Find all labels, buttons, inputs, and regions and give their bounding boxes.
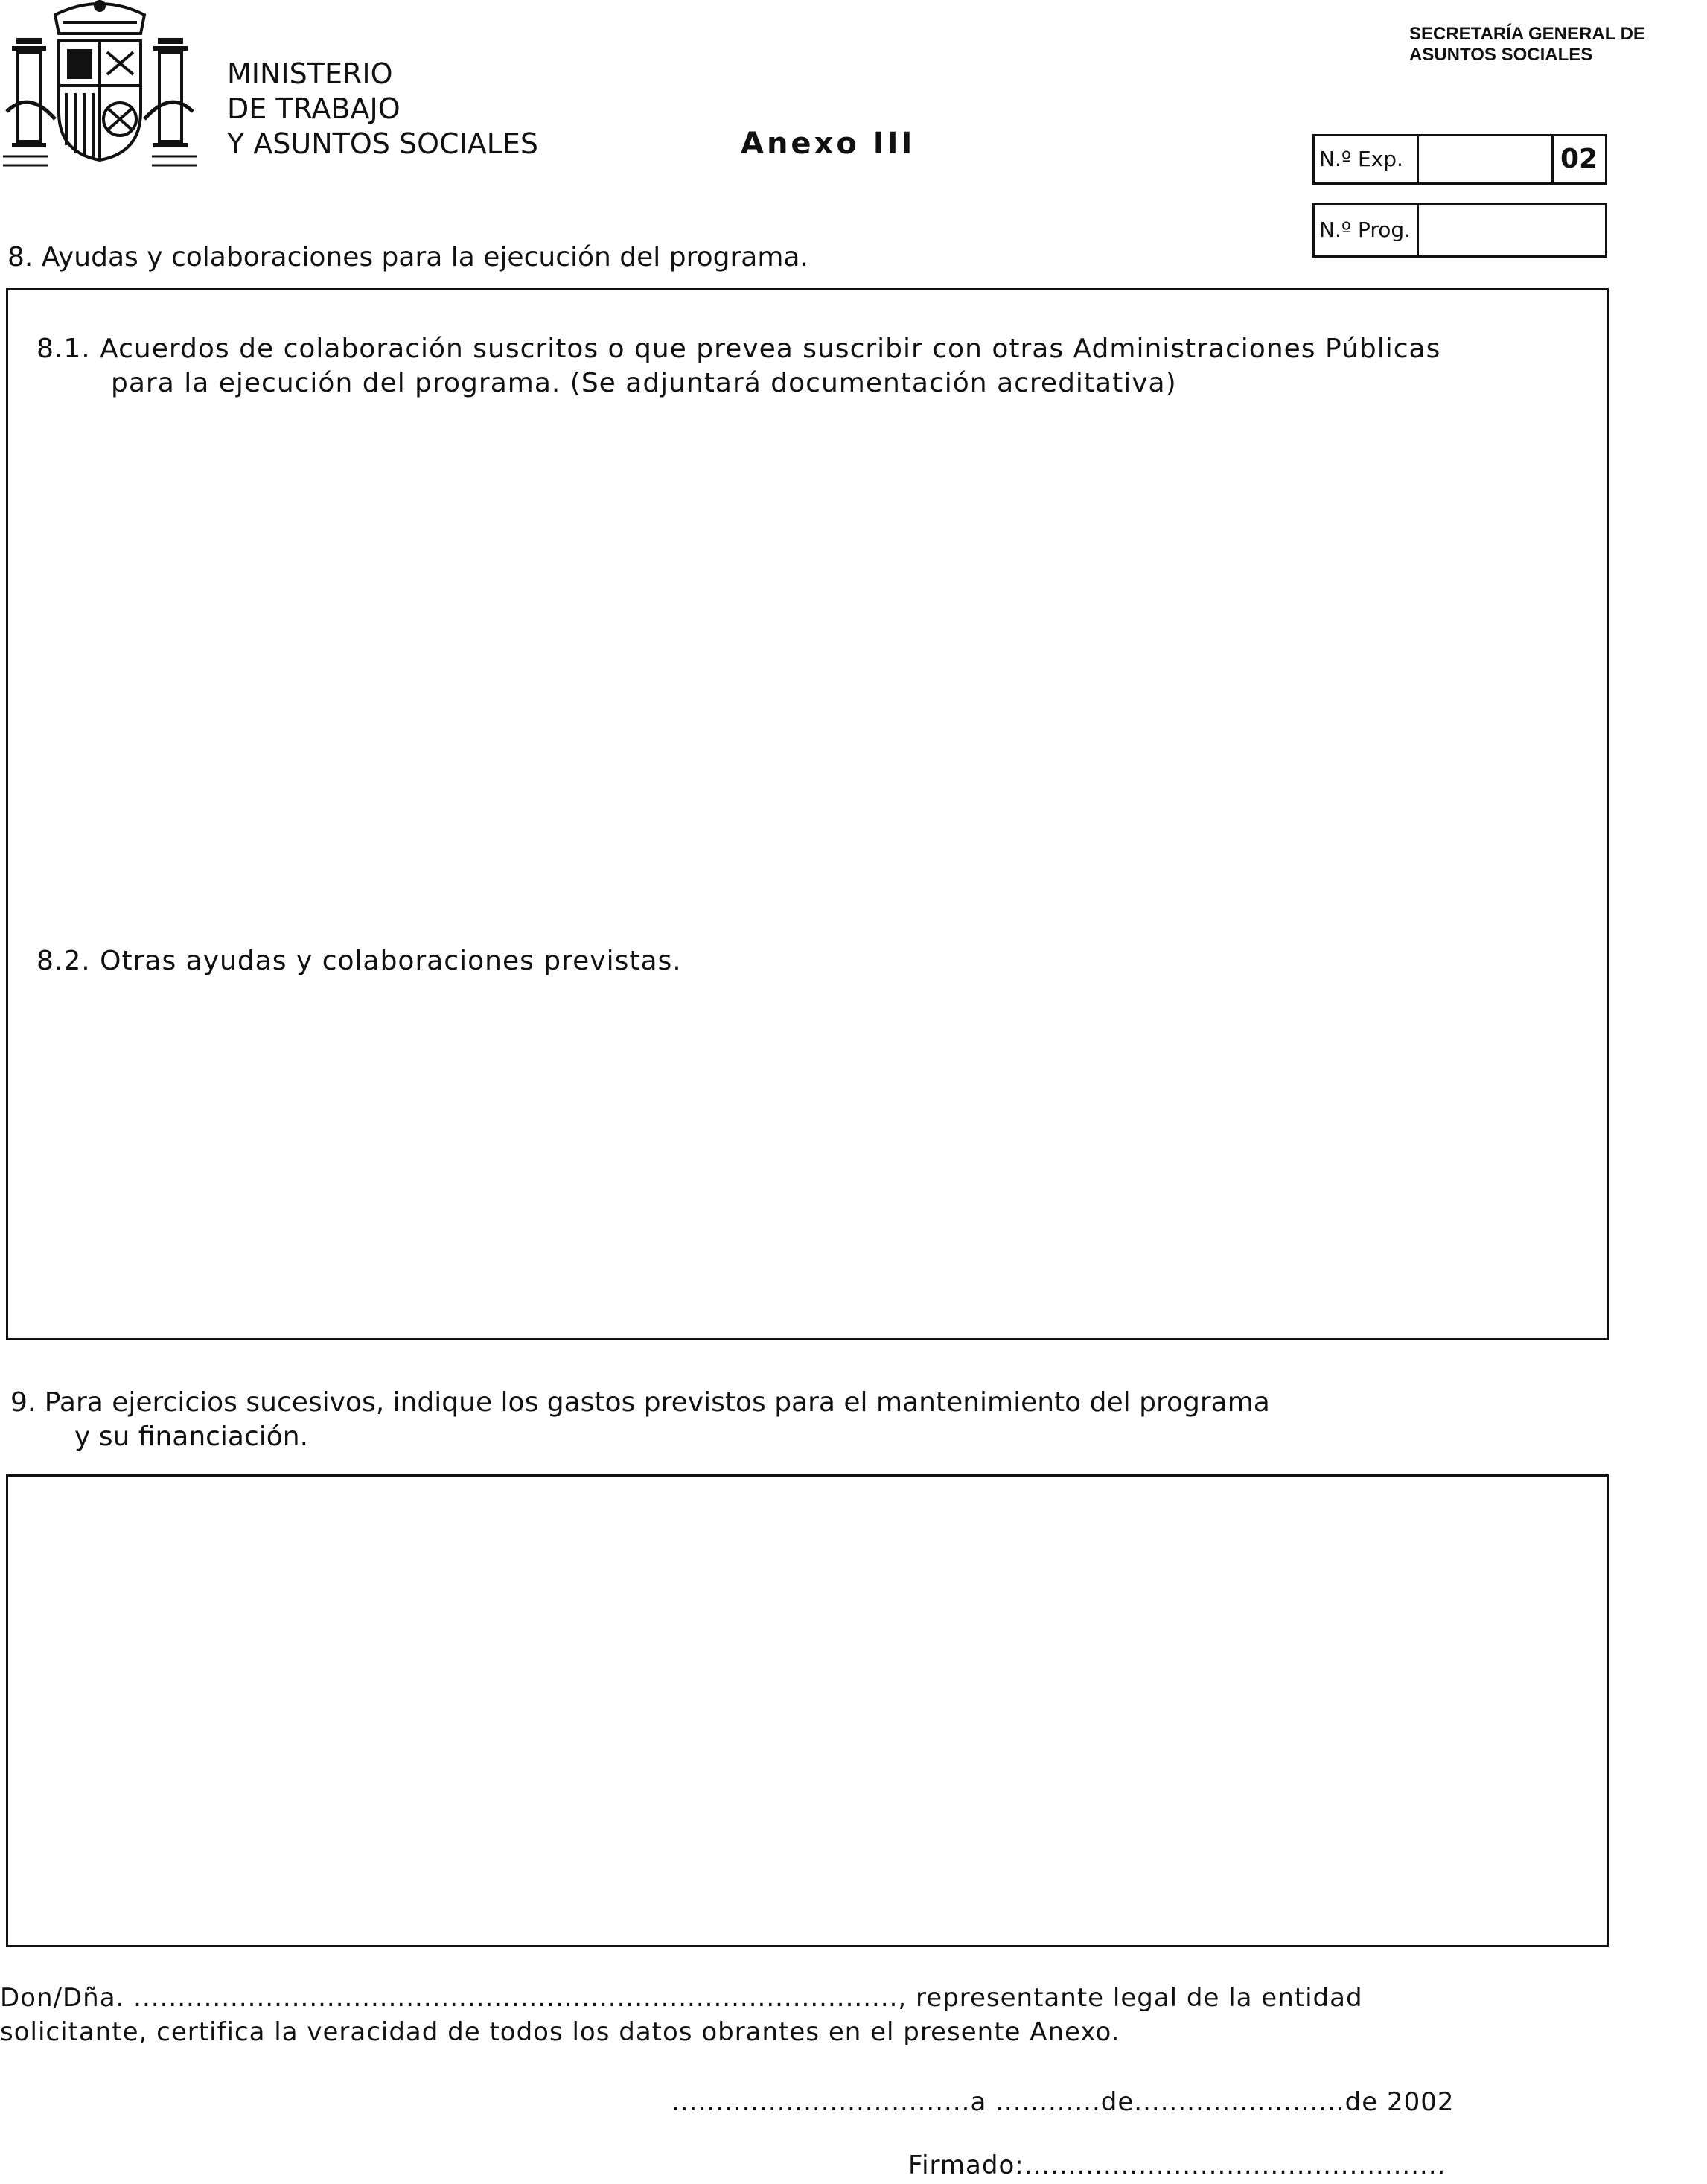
prog-input[interactable] (1420, 205, 1605, 255)
exp-input[interactable] (1420, 136, 1551, 182)
secretaria-name (1409, 24, 1645, 66)
item-8-2-label: 8.2. Otras ayudas y colaboraciones previstas. (36, 946, 682, 976)
ministry-name (227, 57, 538, 162)
exp-field (1312, 134, 1607, 185)
ministry-line-1: MINISTERIO (227, 57, 393, 90)
coat-of-arms-icon (3, 0, 197, 171)
section-9-title-line-1: 9. Para ejercicios sucesivos, indique los gastos previstos para el mantenimiento del programa (10, 1387, 1270, 1418)
ministry-line-3: Y ASUNTOS SOCIALES (227, 127, 539, 160)
exp-code-divider (1551, 136, 1554, 182)
ministry-line-2: DE TRABAJO (227, 92, 401, 125)
section-8-box (6, 288, 1609, 1340)
item-8-1-line-2: para la ejecución del programa. (Se adjuntará documentación acreditativa) (111, 368, 1177, 398)
certification-line-2: solicitante, certifica la veracidad de todos los datos obrantes en el presente Anexo. (0, 2017, 1120, 2047)
section-9-title-line-2: y su financiación. (74, 1421, 309, 1452)
prog-label: N.º Prog. (1319, 217, 1411, 242)
date-line[interactable]: ..................................a ............de........................de 2002 (671, 2087, 1455, 2117)
prog-divider (1417, 205, 1419, 255)
item-8-2-answer-area[interactable] (23, 990, 1586, 1318)
certification-line-1: Don/Dña. ......................................................................................., representante legal de la entidad (0, 1983, 1363, 2013)
section-8-title: 8. Ayudas y colaboraciones para la ejecución del programa. (7, 242, 808, 273)
exp-label: N.º Exp. (1319, 147, 1403, 171)
prog-field (1312, 203, 1607, 258)
exp-divider (1417, 136, 1419, 182)
section-9-answer-area[interactable] (6, 1474, 1609, 1947)
secretaria-line-1: SECRETARÍA GENERAL DE (1409, 24, 1645, 44)
secretaria-line-2: ASUNTOS SOCIALES (1409, 45, 1593, 65)
exp-code: 02 (1560, 144, 1598, 174)
annex-title: Anexo III (741, 127, 916, 161)
item-8-1-line-1: 8.1. Acuerdos de colaboración suscritos o que prevea suscribir con otras Administraciones Públicas (36, 334, 1441, 364)
signature-line[interactable]: Firmado:................................................ (908, 2150, 1446, 2180)
